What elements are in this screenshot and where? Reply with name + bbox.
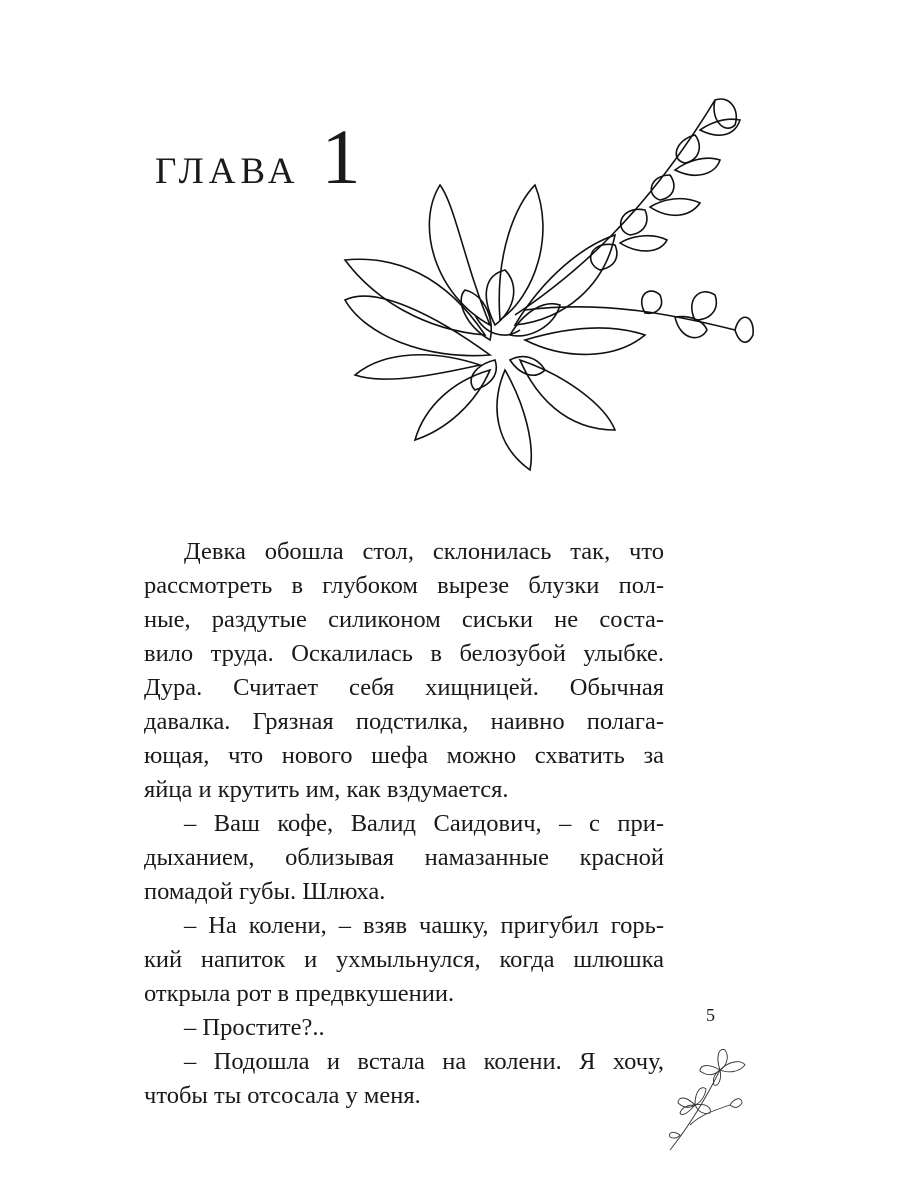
text-line: открыла рот в предвкушении. xyxy=(144,980,455,1007)
text-line: – На колени, – взяв чашку, пригубил горь- xyxy=(184,912,664,939)
chapter-word: ГЛАВА xyxy=(155,151,300,192)
page-number: 5 xyxy=(706,1005,715,1025)
text-line: помадой губы. Шлюха. xyxy=(144,878,386,905)
text-line: Дура. Считает себя хищницей. Обычная xyxy=(144,674,664,701)
text-line: ные, раздутые силиконом сиськи не соста- xyxy=(144,606,664,633)
text-line: давалка. Грязная подстилка, наивно полага- xyxy=(144,708,664,735)
flower-illustration-icon xyxy=(315,85,755,485)
chapter-body-text xyxy=(144,535,664,1113)
text-line: яйца и крутить им, как вздумается. xyxy=(144,776,509,803)
chapter-number: 1 xyxy=(321,113,361,200)
text-line: – Ваш кофе, Валид Саидович, – с при- xyxy=(184,810,664,837)
text-line: кий напиток и ухмыльнулся, когда шлюшка xyxy=(144,946,664,973)
text-line: ющая, что нового шефа можно схватить за xyxy=(144,742,664,769)
text-line: – Подошла и встала на колени. Я хочу, xyxy=(184,1048,664,1075)
text-line: Девка обошла стол, склонилась так, что xyxy=(184,538,664,565)
text-line: дыханием, облизывая намазанные красной xyxy=(144,844,664,871)
text-line: чтобы ты отсосала у меня. xyxy=(144,1082,421,1109)
text-line: вило труда. Оскалилась в белозубой улыбке. xyxy=(144,640,664,667)
text-line: – Простите?.. xyxy=(184,1014,325,1041)
small-flower-icon xyxy=(660,1045,750,1155)
text-line: рассмотреть в глубоком вырезе блузки пол- xyxy=(144,572,664,599)
